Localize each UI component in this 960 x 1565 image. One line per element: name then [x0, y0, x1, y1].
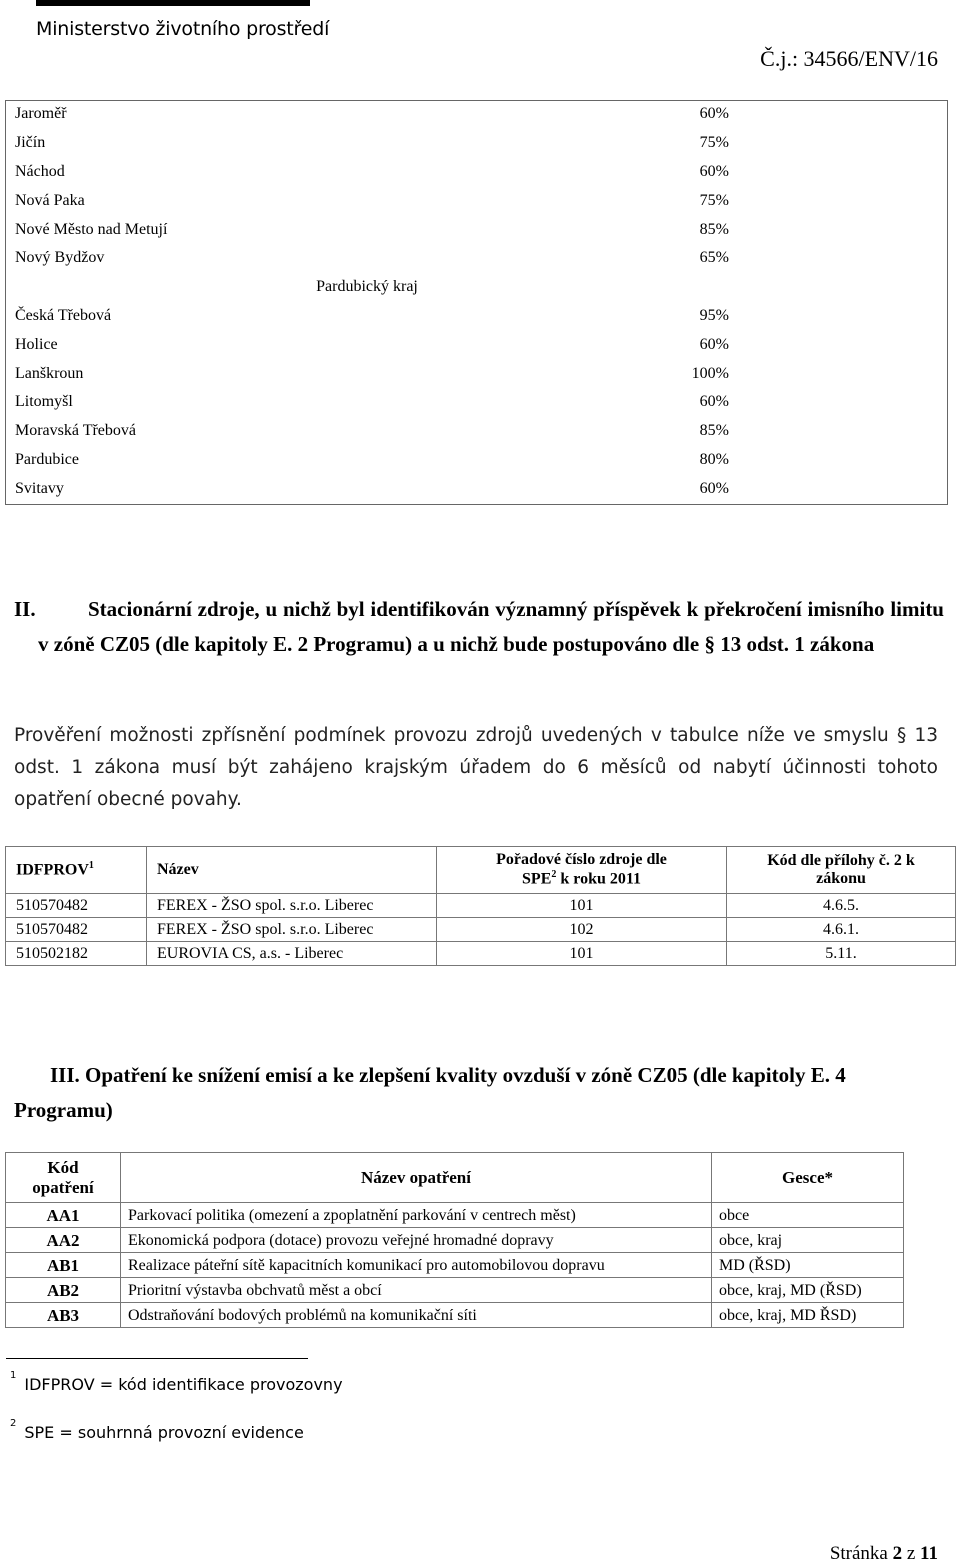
measure-code: AA1 — [6, 1203, 121, 1228]
table-row — [5, 129, 948, 158]
city-name: Pardubice — [15, 450, 79, 468]
city-name: Svitavy — [15, 479, 64, 497]
table-row — [5, 215, 948, 244]
col-header-measure-name: Název opatření — [121, 1153, 712, 1203]
table-row — [6, 1203, 904, 1228]
footnote-1: $^1$ IDFPROV = kód identifikace provozovny — [10, 1369, 343, 1394]
table-row — [5, 474, 948, 503]
table-row — [5, 158, 948, 187]
source-code: 4.6.5. — [727, 894, 956, 918]
measure-code: AA2 — [6, 1228, 121, 1253]
region-row — [5, 273, 948, 302]
measure-gesce: MD (ŘSD) — [712, 1253, 904, 1278]
col-header-gesce: Gesce* — [712, 1153, 904, 1203]
table-row — [6, 942, 956, 966]
sources-table — [5, 846, 956, 966]
region-name: Pardubický kraj — [316, 278, 418, 296]
city-value: 75% — [699, 134, 729, 152]
table-row — [5, 359, 948, 388]
footnote-2: $^2$ SPE = souhrnná provozní evidence — [10, 1417, 304, 1442]
city-name: Lanškroun — [15, 364, 84, 382]
table-row — [6, 1228, 904, 1253]
page-number: Stránka 2 z 11 — [829, 1543, 938, 1564]
table-row — [5, 388, 948, 417]
city-name: Náchod — [15, 162, 65, 180]
measures-table — [5, 1152, 904, 1328]
section-2-paragraph: Prověření možnosti zpřísnění podmínek provozu zdrojů uvedených v tabulce níže ve smyslu § 13 odst. 1 zákona musí být zahájeno krajským úřadem do 6 měsíců od nabytí účinnosti tohoto opatření obecné povahy. — [14, 725, 938, 810]
ministry-logo-text: Ministerstvo životního prostředí — [36, 18, 330, 40]
section-2-number: II. — [14, 597, 36, 621]
city-value: 60% — [699, 162, 729, 180]
table-row — [5, 186, 948, 215]
measure-name: Realizace páteřní sítě kapacitních komunikací pro automobilovou dopravu — [121, 1253, 712, 1278]
table-row — [6, 1278, 904, 1303]
city-name: Holice — [15, 335, 58, 353]
reference-number: Č.j.: 34566/ENV/16 — [760, 46, 938, 71]
city-value: 80% — [699, 450, 729, 468]
footnote-separator — [6, 1358, 308, 1359]
source-id: 510502182 — [6, 942, 147, 966]
measure-code: AB3 — [6, 1303, 121, 1328]
city-value: 60% — [699, 335, 729, 353]
city-value: 95% — [699, 306, 729, 324]
table-row — [6, 918, 956, 942]
city-name: Nová Paka — [15, 191, 85, 209]
measure-name: Prioritní výstavba obchvatů měst a obcí — [121, 1278, 712, 1303]
measure-code: AB1 — [6, 1253, 121, 1278]
measure-gesce: obce — [712, 1203, 904, 1228]
city-value: 100% — [691, 364, 729, 382]
col-header-code: Kód dle přílohy č. 2 k zákonu — [727, 847, 956, 894]
source-name: EUROVIA CS, a.s. - Liberec — [147, 942, 437, 966]
city-name: Česká Třebová — [15, 306, 112, 324]
table-row — [5, 302, 948, 331]
table-row — [5, 446, 948, 475]
city-name: Litomyšl — [15, 393, 73, 411]
city-value: 60% — [699, 479, 729, 497]
measure-gesce: obce, kraj — [712, 1228, 904, 1253]
source-order: 102 — [437, 918, 727, 942]
col-header-idfprov: IDFPROV$^1$ — [6, 847, 147, 894]
section-3-heading — [14, 1058, 944, 1128]
logo-bar — [36, 0, 310, 6]
city-name: Moravská Třebová — [15, 422, 136, 440]
city-name: Jičín — [15, 134, 46, 152]
section-2-heading — [14, 592, 944, 662]
table-row — [5, 417, 948, 446]
city-value: 60% — [699, 105, 729, 123]
source-code: 5.11. — [727, 942, 956, 966]
city-name: Nový Bydžov — [15, 249, 105, 267]
table-row — [6, 1253, 904, 1278]
measure-name: Odstraňování bodových problémů na komunikační síti — [121, 1303, 712, 1328]
measure-code: AB2 — [6, 1278, 121, 1303]
table-row — [5, 100, 948, 129]
table-row — [5, 244, 948, 273]
measure-gesce: obce, kraj, MD (ŘSD) — [712, 1278, 904, 1303]
city-value: 60% — [699, 393, 729, 411]
table-row — [6, 1303, 904, 1328]
city-value: 85% — [699, 220, 729, 238]
section-3-title: III. Opatření ke snížení emisí a ke zlepšení kvality ovzduší v zóně CZ05 (dle kapitoly E. 4 Programu) — [14, 1063, 846, 1122]
measure-name: Parkovací politika (omezení a zpoplatnění parkování v centrech měst) — [121, 1203, 712, 1228]
city-name: Jaroměř — [15, 105, 67, 123]
col-header-order: Pořadové číslo zdroje dle SPE$^2$ k roku 2011 — [437, 847, 727, 894]
city-percentage-table — [5, 100, 948, 503]
table-row — [6, 894, 956, 918]
measure-name: Ekonomická podpora (dotace) provozu veřejné hromadné dopravy — [121, 1228, 712, 1253]
city-name: Nové Město nad Metují — [15, 220, 168, 238]
source-order: 101 — [437, 894, 727, 918]
source-id: 510570482 — [6, 894, 147, 918]
col-header-measure-code: Kód opatření — [6, 1153, 121, 1203]
measure-gesce: obce, kraj, MD ŘSD) — [712, 1303, 904, 1328]
section-2-title: Stacionární zdroje, u nichž byl identifikován významný příspěvek k překročení imisního limitu v zóně CZ05 (dle kapitoly E. 2 Programu) a u nichž bude postupováno dle § 13 odst. 1 zákona — [38, 597, 944, 656]
city-value: 75% — [699, 191, 729, 209]
city-value: 85% — [699, 422, 729, 440]
source-code: 4.6.1. — [727, 918, 956, 942]
source-name: FEREX - ŽSO spol. s.r.o. Liberec — [147, 918, 437, 942]
col-header-name: Název — [147, 847, 437, 894]
source-id: 510570482 — [6, 918, 147, 942]
source-order: 101 — [437, 942, 727, 966]
table-row — [5, 330, 948, 359]
city-value: 65% — [699, 249, 729, 267]
source-name: FEREX - ŽSO spol. s.r.o. Liberec — [147, 894, 437, 918]
